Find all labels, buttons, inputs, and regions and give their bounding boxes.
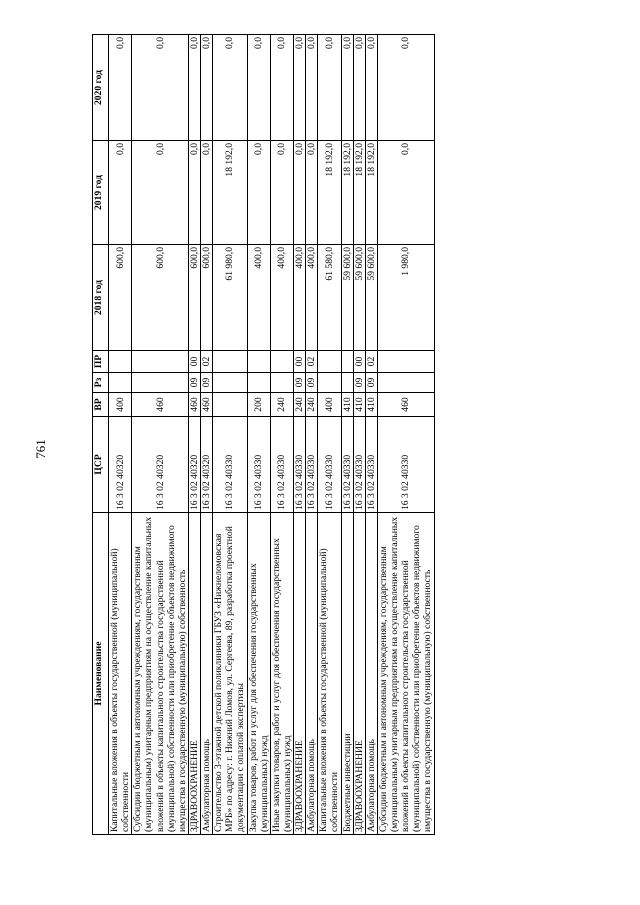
cell-rz [213, 373, 247, 393]
cell-y2019: 18 192,0 [353, 141, 365, 245]
table-row [353, 35, 365, 835]
cell-vr: 410 [353, 393, 365, 417]
cell-y2018: 400,0 [247, 245, 270, 351]
cell-csr: 16 3 02 40330 [353, 417, 365, 513]
cell-rz [247, 373, 270, 393]
cell-pr [341, 351, 353, 373]
cell-y2019: 18 192,0 [318, 141, 341, 245]
table-row [306, 35, 318, 835]
cell-y2020: 0,0 [294, 35, 306, 141]
cell-rz [109, 373, 132, 393]
header-2018: 2018 год [93, 245, 109, 351]
table-header-row [93, 35, 109, 835]
cell-y2019: 0,0 [132, 141, 189, 245]
cell-vr: 240 [294, 393, 306, 417]
cell-vr: 200 [247, 393, 270, 417]
cell-name: Закупка товаров, работ и услуг для обеспечения государственных (муниципальных) нужд [247, 513, 270, 835]
rotated-page-content [92, 35, 532, 835]
header-csr: ЦСР [93, 417, 109, 513]
cell-rz [377, 373, 434, 393]
cell-csr: 16 3 02 40330 [377, 417, 434, 513]
cell-vr: 400 [109, 393, 132, 417]
header-rz: Рз [93, 373, 109, 393]
table-row [365, 35, 377, 835]
cell-rz [132, 373, 189, 393]
header-2019: 2019 год [93, 141, 109, 245]
cell-vr: 460 [188, 393, 200, 417]
cell-vr: 460 [132, 393, 189, 417]
cell-y2020: 0,0 [188, 35, 200, 141]
cell-y2019: 0,0 [294, 141, 306, 245]
cell-vr: 400 [318, 393, 341, 417]
cell-name: Строительство 3-этажной детской поликлиники ГБУЗ «Нижнеломовская МРБ» по адресу: г. Нижний Ломов, ул. Сергеева, 89, разработка проектной документации с оплатой экспертизы [213, 513, 247, 835]
cell-csr: 16 3 02 40320 [201, 417, 213, 513]
cell-y2018: 400,0 [270, 245, 293, 351]
cell-name: ЗДРАВООХРАНЕНИЕ [188, 513, 200, 835]
cell-y2018: 400,0 [306, 245, 318, 351]
cell-pr [377, 351, 434, 373]
table-row [377, 35, 434, 835]
table-row [132, 35, 189, 835]
cell-pr [109, 351, 132, 373]
table-row [341, 35, 353, 835]
cell-csr: 16 3 02 40330 [270, 417, 293, 513]
cell-pr [213, 351, 247, 373]
cell-rz [270, 373, 293, 393]
cell-y2019: 0,0 [306, 141, 318, 245]
header-pr: ПР [93, 351, 109, 373]
cell-rz: 09 [353, 373, 365, 393]
cell-y2019: 0,0 [201, 141, 213, 245]
cell-csr: 16 3 02 40330 [306, 417, 318, 513]
cell-y2019: 0,0 [188, 141, 200, 245]
cell-csr: 16 3 02 40320 [188, 417, 200, 513]
header-name: Наименование [93, 513, 109, 835]
cell-vr: 460 [201, 393, 213, 417]
cell-y2019: 18 192,0 [341, 141, 353, 245]
cell-y2020: 0,0 [109, 35, 132, 141]
cell-rz [318, 373, 341, 393]
table-row [318, 35, 341, 835]
cell-y2018: 600,0 [109, 245, 132, 351]
cell-y2020: 0,0 [377, 35, 434, 141]
cell-vr [213, 393, 247, 417]
cell-y2020: 0,0 [213, 35, 247, 141]
table-row [247, 35, 270, 835]
header-vr: ВР [93, 393, 109, 417]
cell-name: Субсидии бюджетным и автономным учреждениям, государственным (муниципальным) унитарным предприятиям на осуществление капитальных вложений в объекты капитального строительства государственной (муниципальной) собственности или приобретение объектов недвижимого имущества в государственную (муниципальную) собственность [377, 513, 434, 835]
cell-y2018: 400,0 [294, 245, 306, 351]
cell-y2018: 59 600,0 [341, 245, 353, 351]
cell-pr: 02 [201, 351, 213, 373]
header-2020: 2020 год [93, 35, 109, 141]
cell-csr: 16 3 02 40320 [109, 417, 132, 513]
cell-csr: 16 3 02 40320 [132, 417, 189, 513]
table-row [270, 35, 293, 835]
cell-name: ЗДРАВООХРАНЕНИЕ [353, 513, 365, 835]
cell-y2018: 59 600,0 [353, 245, 365, 351]
table-row [188, 35, 200, 835]
cell-name: Бюджетные инвестиции [341, 513, 353, 835]
cell-vr: 460 [377, 393, 434, 417]
cell-name: ЗДРАВООХРАНЕНИЕ [294, 513, 306, 835]
cell-pr [270, 351, 293, 373]
table-row [201, 35, 213, 835]
cell-y2018: 600,0 [132, 245, 189, 351]
cell-y2020: 0,0 [353, 35, 365, 141]
cell-rz [341, 373, 353, 393]
cell-rz: 09 [306, 373, 318, 393]
cell-name: Субсидии бюджетным и автономным учреждениям, государственным (муниципальным) унитарным предприятиям на осуществление капитальных вложений в объекты капитального строительства государственной (муниципальной) собственности или приобретение объектов недвижимого имущества в государственную (муниципальную) собственность [132, 513, 189, 835]
cell-pr [318, 351, 341, 373]
cell-y2018: 600,0 [188, 245, 200, 351]
cell-rz: 09 [294, 373, 306, 393]
cell-y2018: 1 980,0 [377, 245, 434, 351]
table-row [109, 35, 132, 835]
cell-y2020: 0,0 [270, 35, 293, 141]
cell-csr: 16 3 02 40330 [318, 417, 341, 513]
cell-vr: 240 [270, 393, 293, 417]
cell-y2019: 0,0 [247, 141, 270, 245]
cell-y2018: 59 600,0 [365, 245, 377, 351]
budget-table [92, 34, 435, 835]
cell-csr: 16 3 02 40330 [341, 417, 353, 513]
cell-name: Капитальные вложения в объекты государственной (муниципальной) собственности [109, 513, 132, 835]
page-number: 761 [32, 439, 48, 459]
cell-csr: 16 3 02 40330 [247, 417, 270, 513]
cell-name: Капитальные вложения в объекты государственной (муниципальной) собственности [318, 513, 341, 835]
cell-pr: 02 [306, 351, 318, 373]
cell-y2020: 0,0 [132, 35, 189, 141]
cell-name: Амбулаторная помощь [365, 513, 377, 835]
cell-pr: 00 [188, 351, 200, 373]
cell-y2020: 0,0 [365, 35, 377, 141]
cell-y2019: 0,0 [270, 141, 293, 245]
cell-name: Амбулаторная помощь [306, 513, 318, 835]
cell-y2020: 0,0 [306, 35, 318, 141]
cell-pr [247, 351, 270, 373]
cell-rz: 09 [365, 373, 377, 393]
cell-y2018: 600,0 [201, 245, 213, 351]
cell-y2020: 0,0 [247, 35, 270, 141]
cell-y2020: 0,0 [341, 35, 353, 141]
cell-pr: 00 [353, 351, 365, 373]
cell-rz: 09 [201, 373, 213, 393]
cell-name: Иные закупки товаров, работ и услуг для обеспечения государственных (муниципальных) нужд [270, 513, 293, 835]
cell-y2020: 0,0 [318, 35, 341, 141]
cell-pr: 02 [365, 351, 377, 373]
cell-y2019: 0,0 [377, 141, 434, 245]
cell-csr: 16 3 02 40330 [213, 417, 247, 513]
table-body [109, 35, 435, 835]
table-row [294, 35, 306, 835]
cell-y2018: 61 580,0 [318, 245, 341, 351]
cell-name: Амбулаторная помощь [201, 513, 213, 835]
cell-csr: 16 3 02 40330 [365, 417, 377, 513]
cell-vr: 410 [365, 393, 377, 417]
cell-pr [132, 351, 189, 373]
cell-pr: 00 [294, 351, 306, 373]
cell-vr: 410 [341, 393, 353, 417]
cell-y2018: 61 980,0 [213, 245, 247, 351]
cell-y2020: 0,0 [201, 35, 213, 141]
cell-vr: 240 [306, 393, 318, 417]
cell-y2019: 18 192,0 [365, 141, 377, 245]
cell-csr: 16 3 02 40330 [294, 417, 306, 513]
cell-y2019: 0,0 [109, 141, 132, 245]
cell-y2019: 18 192,0 [213, 141, 247, 245]
cell-rz: 09 [188, 373, 200, 393]
table-row [213, 35, 247, 835]
